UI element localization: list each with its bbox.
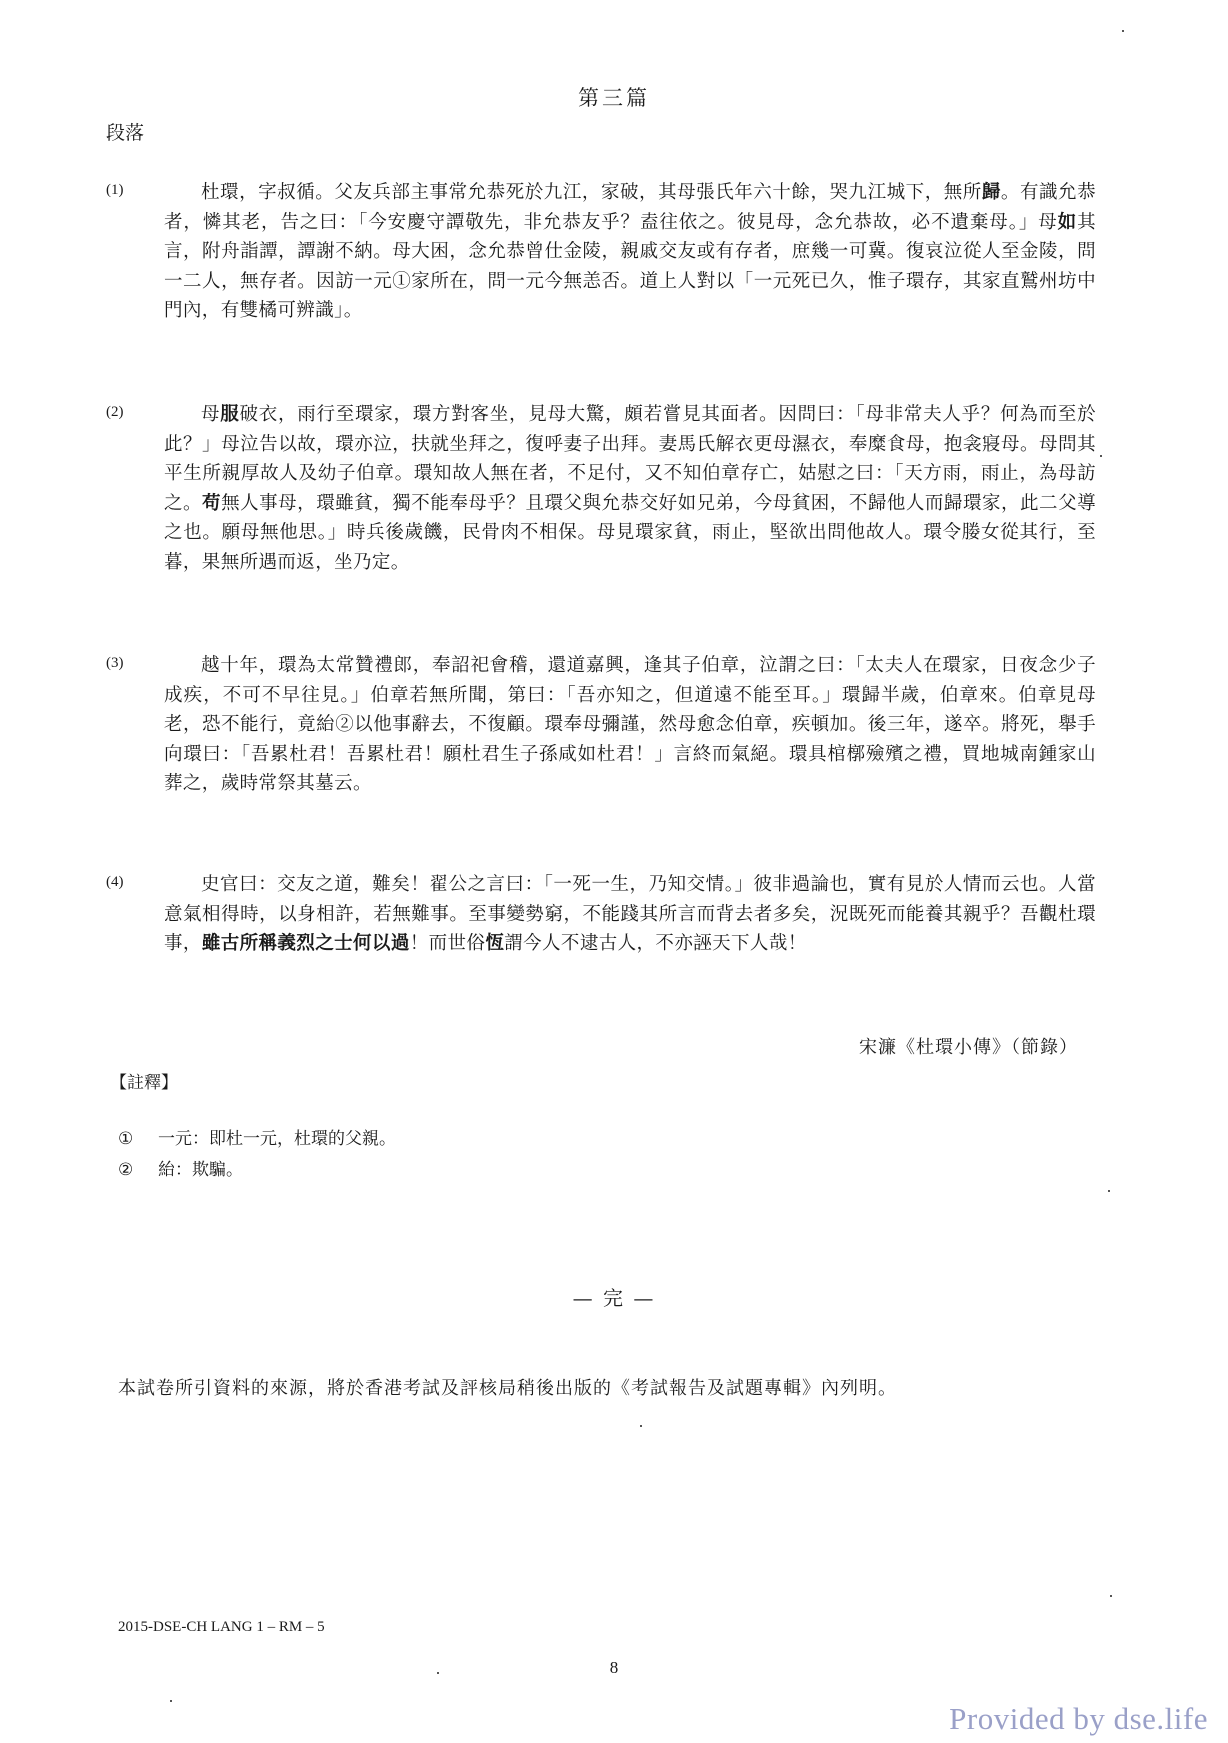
footer-note: 本試卷所引資料的來源，將於香港考試及評核局稍後出版的《考試報告及試題專輯》內列明。: [118, 1378, 897, 1399]
paragraph-4: [106, 870, 1096, 959]
bold-text-segment: 服: [220, 404, 240, 425]
bold-text-segment: 恆: [485, 933, 505, 954]
paragraph-number: (2): [106, 404, 124, 420]
text-segment: 無人事母，環雖貧，獨不能奉母乎？且環父與允恭交好如兄弟，今母貧困，不歸他人而歸環家，此二父導之也。願母無他思。」時兵後歲饑，民骨肉不相保。母見環家貧，雨止，堅欲出問他故人。環令媵女從其行，至暮，果無所遇而返，坐乃定。: [164, 492, 1096, 573]
bold-text-segment: 如: [1057, 211, 1078, 233]
note-2: [118, 1155, 243, 1180]
note-1: [118, 1124, 396, 1149]
page-number: 8: [609, 1658, 619, 1677]
text-segment: 母: [201, 404, 221, 425]
section-label: 段落: [106, 122, 145, 144]
page-title: 第三篇: [578, 86, 650, 110]
scan-speck: [437, 1672, 439, 1674]
text-segment: 謂今人不逮古人，不亦誣天下人哉！: [504, 933, 807, 954]
paragraph-number: (1): [106, 182, 124, 198]
scan-speck: [1122, 30, 1124, 32]
text-segment: 其言，附舟詣譚，譚謝不納。母大困，念允恭曾仕金陵，親戚交友或有存者，庶幾一可冀。復哀泣從人至金陵，問一二人，無存者。因訪一元①家所在，問一元今無恙否。道上人對以「一元死已久，惟子環存，其家直鷲州坊中門內，有雙橘可辨識」。: [164, 211, 1096, 321]
bold-text-segment: 歸: [981, 182, 1001, 203]
paragraph-number: (4): [106, 874, 124, 890]
paragraph-3: [106, 651, 1096, 799]
scan-speck: [640, 1425, 642, 1427]
paragraph-text: [164, 651, 1096, 799]
paragraph-1: [106, 178, 1096, 326]
note-mark: ②: [118, 1160, 134, 1180]
notes-heading: 【註釋】: [110, 1073, 178, 1093]
bold-text-segment: 苟: [202, 492, 222, 514]
watermark: Provided by dse.life: [949, 1701, 1208, 1736]
end-mark: — 完 —: [572, 1286, 656, 1310]
text-segment: 越十年，環為太常贊禮郎，奉詔祀會稽，還道嘉興，逢其子伯章，泣謂之曰：「太夫人在環家，日夜念少子成疾，不可不早往見。」伯章若無所聞，第曰：「吾亦知之，但道遠不能至耳。」環歸半歲，伯章來。伯章見母老，恐不能行，竟紿②以他事辭去，不復顧。環奉母彌謹，然母愈念伯章，疾頓加。後三年，遂卒。將死，舉手向環曰：「吾累杜君！吾累杜君！願杜君生子孫咸如杜君！」言終而氣絕。環具棺槨殮殯之禮，買地城南鍾家山葬之，歲時常祭其墓云。: [164, 655, 1096, 794]
paper-code: 2015-DSE-CH LANG 1 – RM – 5: [118, 1619, 325, 1635]
note-text: 紿：欺騙。: [158, 1160, 243, 1180]
paragraph-number: (3): [106, 655, 124, 671]
source-citation: 宋濂《杜環小傳》（節錄）: [859, 1037, 1078, 1058]
text-segment: 史官曰：交友之道，難矣！翟公之言曰：「一死一生，乃知交情。」彼非過論也，實有見於人情而云也。人當意氣相得時，以身相許，若無難事。至事變勢窮，不能踐其所言而背去者多矣，況既死而能養其親乎？吾觀杜環事，: [164, 874, 1096, 954]
bold-text-segment: 雖古所稱義烈之士何以過: [201, 933, 410, 954]
paragraph-text: [164, 178, 1096, 326]
note-mark: ①: [118, 1129, 134, 1149]
scan-speck: [1100, 455, 1102, 457]
text-segment: ！而世俗: [409, 933, 486, 954]
scan-speck: [1110, 1595, 1112, 1597]
paragraph-2: [106, 400, 1096, 577]
text-segment: 。有識允恭者，憐其老，告之曰：「今安慶守譚敬先，非允恭友乎？盍往依之。彼見母，念允恭故，必不遺棄母。」母: [164, 182, 1096, 233]
text-segment: 杜環，字叔循。父友兵部主事常允恭死於九江，家破，其母張氏年六十餘，哭九江城下，無所: [201, 182, 982, 203]
note-text: 一元：即杜一元，杜環的父親。: [158, 1129, 396, 1149]
text-segment: 破衣，雨行至環家，環方對客坐，見母大驚，頗若嘗見其面者。因問曰：「母非常夫人乎？何為而至於此？」母泣告以故，環亦泣，扶就坐拜之，復呼妻子出拜。妻馬氏解衣更母濕衣，奉糜食母，抱衾寢母。母問其平生所親厚故人及幼子伯章。環知故人無在者，不足付，又不知伯章存亡，姑慰之曰：「天方雨，雨止，為母訪之。: [164, 404, 1096, 514]
paragraph-text: [164, 400, 1096, 577]
paragraph-text: [164, 870, 1096, 959]
scan-speck: [1108, 1190, 1110, 1192]
scan-speck: [170, 1700, 172, 1702]
